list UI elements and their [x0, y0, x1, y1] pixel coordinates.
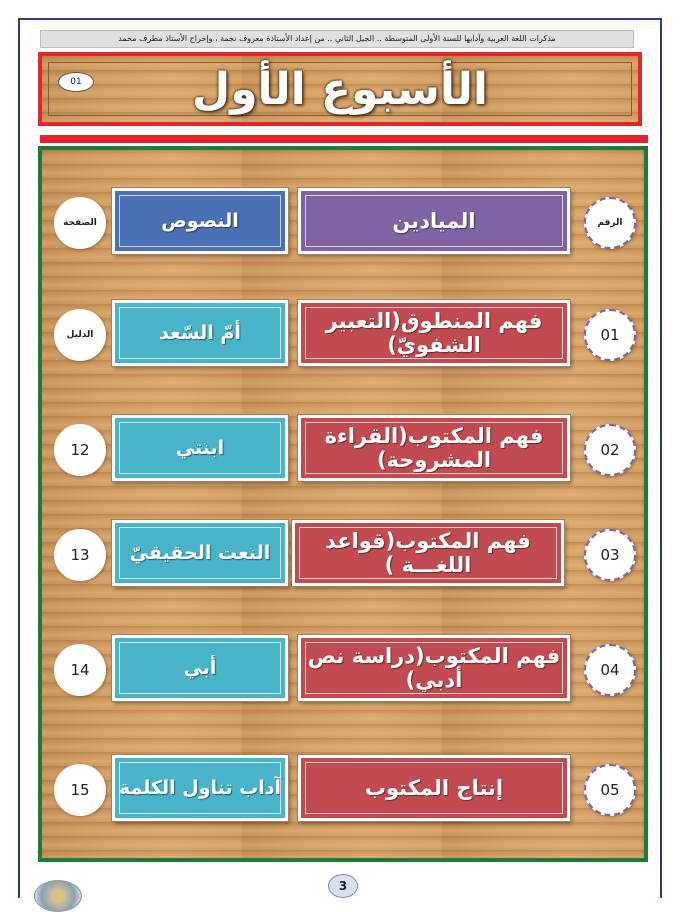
header-strip: مذكرات اللغة العربية وآدابها للسنة الأولى المتوسطة .. الجيل الثاني .. من إعداد الأستاذة معروف نجمة ، وإخراج الأستاذ مطرف محمد	[40, 30, 634, 48]
row-text-label: آداب تناول الكلمة	[118, 777, 282, 799]
row-number: 03	[584, 529, 636, 581]
main-panel	[38, 146, 648, 862]
red-divider	[40, 135, 648, 143]
title-banner	[38, 52, 642, 126]
header-domains-label: الميادين	[392, 209, 476, 233]
school-emblem-icon	[34, 880, 82, 912]
row-page: 12	[54, 424, 106, 476]
row-text	[112, 300, 288, 366]
page-title: الأسبوع الأول	[192, 63, 488, 115]
row-number: 02	[584, 424, 636, 476]
row-page: الدليل	[54, 309, 106, 361]
cell-inner-border	[119, 422, 281, 474]
row-number: 04	[584, 644, 636, 696]
row-text	[112, 755, 288, 821]
table-row	[42, 300, 644, 380]
row-text-label: أمّ السّعد	[159, 322, 241, 344]
table-row	[42, 415, 644, 495]
row-text	[112, 635, 288, 701]
cell-inner-border	[305, 195, 563, 247]
row-domain-label: فهم المكتوب(القراءة المشروحة)	[324, 424, 544, 472]
table-row	[42, 635, 644, 715]
cell-inner-border	[119, 642, 281, 694]
cell-inner-border	[119, 307, 281, 359]
row-domain	[298, 415, 570, 481]
cell-inner-border	[119, 762, 281, 814]
row-number: 01	[584, 309, 636, 361]
header-texts	[112, 188, 288, 254]
row-domain	[298, 635, 570, 701]
row-number: 05	[584, 764, 636, 816]
row-domain	[298, 755, 570, 821]
cell-inner-border	[119, 527, 281, 579]
cell-inner-border	[305, 642, 563, 694]
header-domains	[298, 188, 570, 254]
cell-inner-border	[305, 762, 563, 814]
header-texts-label: النصوص	[161, 210, 239, 232]
cell-inner-border	[299, 527, 557, 579]
row-text-label: أبي	[183, 657, 217, 679]
row-text-label: النعت الحقيقيّ	[129, 542, 271, 564]
row-text	[112, 520, 288, 586]
table-row	[42, 520, 644, 600]
row-domain	[298, 300, 570, 366]
table-header-row	[42, 188, 644, 268]
row-domain-label: فهم المنطوق(التعبير الشفويّ)	[325, 309, 543, 357]
row-domain-label: فهم المكتوب(دراسة نص أدبي)	[307, 644, 561, 692]
row-page: 14	[54, 644, 106, 696]
header-number: الرقم	[584, 197, 636, 249]
row-text	[112, 415, 288, 481]
row-domain	[292, 520, 564, 586]
row-domain-label: فهم المكتوب(قواعد اللغـــة )	[325, 529, 531, 577]
week-number-badge: 01	[58, 72, 94, 92]
row-text-label: ابنتي	[175, 437, 225, 459]
page-number-badge: 3	[328, 874, 358, 898]
cell-inner-border	[119, 195, 281, 247]
header-page: الصفحة	[54, 197, 106, 249]
row-page: 13	[54, 529, 106, 581]
table-row	[42, 755, 644, 835]
cell-inner-border	[305, 307, 563, 359]
row-page: 15	[54, 764, 106, 816]
cell-inner-border	[305, 422, 563, 474]
row-domain-label: إنتاج المكتوب	[364, 776, 504, 800]
